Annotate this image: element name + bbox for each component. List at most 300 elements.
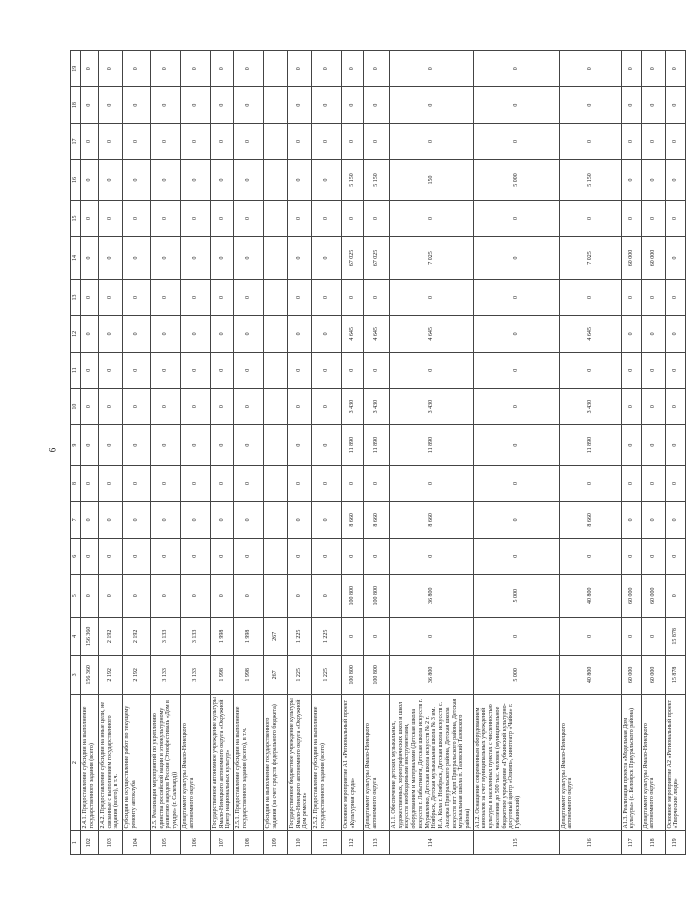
value-cell: 0 — [559, 538, 621, 574]
value-cell — [264, 352, 288, 388]
value-cell: 0 — [364, 352, 390, 388]
value-cell: 0 — [180, 425, 210, 466]
value-cell: 0 — [364, 465, 390, 501]
value-cell: 0 — [81, 316, 99, 352]
value-cell: 0 — [234, 160, 264, 201]
value-cell: 11 890 — [390, 425, 474, 466]
value-cell: 0 — [312, 465, 342, 501]
value-cell: 0 — [288, 574, 312, 617]
value-cell: 0 — [234, 200, 264, 236]
value-cell: 0 — [641, 502, 665, 538]
value-cell: 0 — [99, 279, 123, 315]
value-cell: 0 — [180, 160, 210, 201]
value-cell: 0 — [123, 160, 151, 201]
value-cell: 0 — [99, 502, 123, 538]
value-cell: 156 360 — [81, 617, 99, 655]
value-cell: 0 — [234, 123, 264, 159]
value-cell: 0 — [180, 87, 210, 123]
value-cell: 0 — [288, 200, 312, 236]
value-cell: 0 — [621, 538, 641, 574]
value-cell: 0 — [342, 123, 364, 159]
value-cell: 0 — [210, 538, 233, 574]
header-cell: 7 — [71, 502, 81, 538]
value-cell: 0 — [559, 123, 621, 159]
value-cell: 3 133 — [180, 656, 210, 694]
value-cell: 0 — [312, 425, 342, 466]
row-name-cell: А1.2. Оснащение современным оборудованием кинозалов за счет муниципальных учреждений культуры в населенных пунктах с численностью населения до 500 тыс. человек (муниципальное бюджетное учреждение «Губкинский культурно-досуговый центр «Олимп», кинотеатр «Чайка» г. Губкинский) — [473, 694, 559, 831]
value-cell: 100 800 — [364, 656, 390, 694]
value-cell: 0 — [210, 465, 233, 501]
value-cell: 0 — [210, 237, 233, 280]
value-cell: 0 — [621, 123, 641, 159]
table-row — [473, 51, 559, 855]
table-row — [81, 51, 99, 855]
value-cell: 1 998 — [210, 617, 233, 655]
table-row — [312, 51, 342, 855]
value-cell: 4 645 — [390, 316, 474, 352]
value-cell — [264, 574, 288, 617]
header-cell: 5 — [71, 574, 81, 617]
value-cell: 8 660 — [390, 502, 474, 538]
value-cell: 0 — [641, 123, 665, 159]
value-cell: 0 — [288, 51, 312, 87]
value-cell: 0 — [180, 279, 210, 315]
value-cell: 3 133 — [151, 617, 181, 655]
value-cell: 0 — [99, 123, 123, 159]
table-row — [364, 51, 390, 855]
value-cell: 0 — [473, 538, 559, 574]
table-row — [641, 51, 665, 855]
value-cell: 0 — [288, 425, 312, 466]
row-name-cell: Основное мероприятие А2 «Региональный проект «Творческие люди» — [665, 694, 685, 831]
value-cell: 60 000 — [641, 237, 665, 280]
row-number-cell: 117 — [621, 831, 641, 855]
value-cell: 0 — [288, 502, 312, 538]
value-cell: 0 — [210, 51, 233, 87]
value-cell: 0 — [641, 200, 665, 236]
row-number-cell: 115 — [473, 831, 559, 855]
value-cell: 0 — [123, 425, 151, 466]
value-cell: 0 — [151, 465, 181, 501]
header-cell: 1 — [71, 831, 81, 855]
value-cell: 0 — [390, 123, 474, 159]
value-cell: 2 192 — [123, 617, 151, 655]
value-cell: 0 — [234, 574, 264, 617]
value-cell: 0 — [99, 538, 123, 574]
value-cell: 0 — [234, 352, 264, 388]
value-cell: 0 — [234, 502, 264, 538]
header-cell: 15 — [71, 200, 81, 236]
value-cell: 0 — [559, 279, 621, 315]
value-cell: 0 — [81, 388, 99, 424]
value-cell: 0 — [621, 465, 641, 501]
value-cell: 8 660 — [364, 502, 390, 538]
value-cell: 0 — [665, 425, 685, 466]
header-cell: 17 — [71, 123, 81, 159]
value-cell: 0 — [81, 538, 99, 574]
value-cell: 15 878 — [665, 656, 685, 694]
value-cell: 0 — [151, 388, 181, 424]
value-cell: 0 — [234, 538, 264, 574]
value-cell: 0 — [234, 87, 264, 123]
row-number-cell: 109 — [264, 831, 288, 855]
header-cell: 8 — [71, 465, 81, 501]
row-name-cell: А1.3. Реализация проекта «Модельная Дом культуры» (с. Белоярск Приуральского района) — [621, 694, 641, 831]
value-cell: 36 800 — [390, 656, 474, 694]
value-cell: 100 800 — [364, 574, 390, 617]
value-cell: 0 — [180, 200, 210, 236]
value-cell: 0 — [151, 316, 181, 352]
value-cell: 0 — [312, 352, 342, 388]
value-cell: 0 — [312, 279, 342, 315]
value-cell: 0 — [312, 502, 342, 538]
value-cell: 0 — [123, 352, 151, 388]
value-cell — [264, 316, 288, 352]
table-row — [288, 51, 312, 855]
value-cell: 1 998 — [210, 656, 233, 694]
value-cell: 0 — [99, 160, 123, 201]
row-name-cell: Основное мероприятие А1 «Региональный проект «Культурная среда» — [342, 694, 364, 831]
value-cell — [264, 237, 288, 280]
table-row — [559, 51, 621, 855]
value-cell: 2 192 — [99, 617, 123, 655]
row-number-cell: 113 — [364, 831, 390, 855]
value-cell: 0 — [123, 200, 151, 236]
value-cell: 0 — [288, 123, 312, 159]
value-cell: 0 — [665, 316, 685, 352]
value-cell: 0 — [312, 388, 342, 424]
value-cell: 0 — [312, 87, 342, 123]
row-name-cell: 2.5. Реализация мероприятий по укреплению единства российской нации и этнокультурному развитию народов России (Этнофестиваль «Дом в тундре» (г. Салехард)) — [151, 694, 181, 831]
value-cell: 0 — [621, 502, 641, 538]
value-cell: 0 — [390, 51, 474, 87]
value-cell: 0 — [390, 279, 474, 315]
value-cell: 0 — [312, 316, 342, 352]
value-cell: 0 — [641, 51, 665, 87]
value-cell: 5 000 — [473, 160, 559, 201]
value-cell: 0 — [390, 538, 474, 574]
value-cell: 0 — [473, 617, 559, 655]
value-cell: 0 — [234, 425, 264, 466]
value-cell: 0 — [665, 538, 685, 574]
value-cell: 0 — [99, 316, 123, 352]
value-cell: 0 — [180, 574, 210, 617]
table-row — [621, 51, 641, 855]
row-number-cell: 105 — [151, 831, 181, 855]
value-cell: 0 — [81, 352, 99, 388]
value-cell: 0 — [123, 502, 151, 538]
value-cell: 3 430 — [364, 388, 390, 424]
value-cell: 0 — [342, 279, 364, 315]
value-cell: 0 — [151, 160, 181, 201]
table-container — [70, 50, 680, 855]
value-cell: 0 — [151, 279, 181, 315]
value-cell: 0 — [665, 200, 685, 236]
table-row — [234, 51, 264, 855]
row-number-cell: 102 — [81, 831, 99, 855]
value-cell: 0 — [559, 87, 621, 123]
value-cell: 0 — [81, 160, 99, 201]
value-cell: 0 — [621, 87, 641, 123]
value-cell: 2 192 — [99, 656, 123, 694]
value-cell: 36 800 — [390, 574, 474, 617]
value-cell: 11 890 — [342, 425, 364, 466]
value-cell: 0 — [180, 538, 210, 574]
value-cell: 0 — [473, 316, 559, 352]
value-cell: 0 — [621, 279, 641, 315]
value-cell: 0 — [99, 87, 123, 123]
value-cell: 0 — [99, 465, 123, 501]
value-cell: 0 — [234, 388, 264, 424]
table-row — [342, 51, 364, 855]
row-name-cell: 2.5.2. Предоставление субсидии на выполнение государственного задания (всего) — [312, 694, 342, 831]
value-cell: 0 — [641, 617, 665, 655]
value-cell: 0 — [473, 279, 559, 315]
table-row — [665, 51, 685, 855]
value-cell: 4 645 — [342, 316, 364, 352]
row-number-cell: 118 — [641, 831, 665, 855]
value-cell: 0 — [234, 237, 264, 280]
value-cell: 0 — [473, 51, 559, 87]
value-cell: 0 — [665, 279, 685, 315]
value-cell: 0 — [312, 574, 342, 617]
value-cell: 60 000 — [641, 574, 665, 617]
value-cell: 0 — [180, 123, 210, 159]
value-cell: 0 — [210, 502, 233, 538]
value-cell: 0 — [665, 502, 685, 538]
value-cell: 0 — [288, 388, 312, 424]
value-cell: 1 225 — [288, 617, 312, 655]
header-cell: 10 — [71, 388, 81, 424]
value-cell: 0 — [390, 87, 474, 123]
value-cell: 0 — [81, 425, 99, 466]
value-cell: 0 — [641, 316, 665, 352]
value-cell: 7 025 — [390, 237, 474, 280]
value-cell: 0 — [473, 502, 559, 538]
table-row — [210, 51, 233, 855]
value-cell: 267 — [264, 656, 288, 694]
value-cell: 0 — [473, 465, 559, 501]
value-cell: 0 — [81, 87, 99, 123]
value-cell — [264, 279, 288, 315]
value-cell: 0 — [621, 200, 641, 236]
value-cell: 150 — [390, 160, 474, 201]
row-name-cell: А1.1. Обеспечение детских музыкальных, художественных, хореографических школ и школ искусств необходимыми инструментами, оборудованием и материалами (Детская школа искусств г. Лабытнанги, Детская школа искусств г. Муравленко, Детская школа искусств № 2 г. Ноябрьск, Детская музыкальная школа № 3 им. И.А. Кола г. Ноябрьск, Детская школа искусств с. Аксарка Приуральского района, Детская школа искусств пгт Харп Приуральского района, Детская музыкальная школа п. Тазовский Тазовского района) — [390, 694, 474, 831]
value-cell: 267 — [264, 617, 288, 655]
value-cell: 0 — [123, 388, 151, 424]
value-cell: 0 — [364, 51, 390, 87]
row-number-cell: 104 — [123, 831, 151, 855]
value-cell: 0 — [473, 425, 559, 466]
value-cell: 0 — [99, 352, 123, 388]
value-cell — [264, 87, 288, 123]
value-cell: 3 133 — [180, 617, 210, 655]
value-cell: 3 430 — [559, 388, 621, 424]
value-cell: 60 000 — [621, 656, 641, 694]
value-cell: 0 — [210, 160, 233, 201]
value-cell: 2 192 — [123, 656, 151, 694]
value-cell: 0 — [234, 51, 264, 87]
value-cell: 0 — [180, 237, 210, 280]
value-cell: 0 — [151, 123, 181, 159]
value-cell: 0 — [621, 617, 641, 655]
value-cell: 0 — [288, 352, 312, 388]
value-cell: 60 000 — [641, 656, 665, 694]
value-cell: 0 — [99, 425, 123, 466]
value-cell: 40 800 — [559, 656, 621, 694]
row-name-cell: Департамент культуры Ямало-Ненецкого автономного округа — [641, 694, 665, 831]
value-cell: 0 — [621, 388, 641, 424]
value-cell: 0 — [210, 425, 233, 466]
value-cell: 0 — [473, 237, 559, 280]
value-cell: 67 025 — [342, 237, 364, 280]
row-name-cell: Департамент культуры Ямало-Ненецкого автономного округа — [364, 694, 390, 831]
value-cell: 0 — [210, 200, 233, 236]
value-cell: 0 — [641, 279, 665, 315]
budget-table — [70, 50, 686, 855]
value-cell: 0 — [342, 51, 364, 87]
value-cell: 60 000 — [621, 574, 641, 617]
header-cell: 3 — [71, 656, 81, 694]
row-number-cell: 112 — [342, 831, 364, 855]
table-row — [264, 51, 288, 855]
value-cell: 0 — [621, 425, 641, 466]
value-cell: 0 — [312, 200, 342, 236]
value-cell: 0 — [99, 200, 123, 236]
value-cell: 0 — [180, 388, 210, 424]
value-cell: 0 — [364, 123, 390, 159]
value-cell: 0 — [151, 502, 181, 538]
value-cell — [264, 388, 288, 424]
value-cell — [264, 200, 288, 236]
value-cell: 0 — [123, 123, 151, 159]
value-cell: 0 — [342, 617, 364, 655]
value-cell: 0 — [210, 87, 233, 123]
value-cell: 1 225 — [312, 617, 342, 655]
value-cell: 8 660 — [342, 502, 364, 538]
value-cell: 0 — [473, 123, 559, 159]
value-cell: 0 — [312, 123, 342, 159]
value-cell: 0 — [180, 352, 210, 388]
value-cell — [264, 51, 288, 87]
header-cell: 12 — [71, 316, 81, 352]
row-name-cell: Государственное бюджетное учреждение культуры Ямало-Ненецкого автономного округа «Окружной Дом ремесел» — [288, 694, 312, 831]
value-cell — [264, 160, 288, 201]
table-row — [151, 51, 181, 855]
page-number: 9 — [47, 447, 57, 453]
value-cell: 0 — [342, 538, 364, 574]
value-cell: 0 — [621, 51, 641, 87]
value-cell: 67 025 — [364, 237, 390, 280]
value-cell: 0 — [641, 160, 665, 201]
value-cell: 5 150 — [342, 160, 364, 201]
value-cell: 0 — [641, 388, 665, 424]
table-row — [180, 51, 210, 855]
value-cell: 0 — [665, 465, 685, 501]
value-cell: 11 890 — [364, 425, 390, 466]
value-cell: 0 — [81, 237, 99, 280]
header-cell: 19 — [71, 51, 81, 87]
value-cell: 0 — [390, 465, 474, 501]
value-cell: 0 — [342, 465, 364, 501]
row-number-cell: 116 — [559, 831, 621, 855]
row-name-cell: Субсидия на осуществление работ по текущему ремонту автоклуба — [123, 694, 151, 831]
row-number-cell: 108 — [234, 831, 264, 855]
value-cell: 0 — [210, 388, 233, 424]
value-cell: 1 225 — [312, 656, 342, 694]
value-cell: 0 — [665, 388, 685, 424]
value-cell: 0 — [621, 316, 641, 352]
value-cell: 4 645 — [364, 316, 390, 352]
value-cell: 0 — [123, 574, 151, 617]
value-cell: 0 — [342, 352, 364, 388]
value-cell: 0 — [151, 87, 181, 123]
value-cell: 0 — [288, 279, 312, 315]
value-cell: 0 — [210, 574, 233, 617]
rotated-page — [70, 50, 680, 855]
value-cell: 60 000 — [621, 237, 641, 280]
value-cell — [264, 425, 288, 466]
value-cell: 0 — [81, 123, 99, 159]
value-cell: 5 150 — [364, 160, 390, 201]
value-cell: 0 — [123, 279, 151, 315]
value-cell: 0 — [99, 388, 123, 424]
value-cell: 4 645 — [559, 316, 621, 352]
value-cell: 0 — [123, 316, 151, 352]
value-cell: 0 — [81, 51, 99, 87]
value-cell: 0 — [288, 237, 312, 280]
value-cell: 100 800 — [342, 574, 364, 617]
value-cell — [264, 502, 288, 538]
row-number-cell: 106 — [180, 831, 210, 855]
value-cell: 0 — [123, 87, 151, 123]
value-cell: 0 — [641, 87, 665, 123]
value-cell: 0 — [123, 465, 151, 501]
value-cell: 0 — [390, 352, 474, 388]
value-cell: 0 — [473, 87, 559, 123]
table-row — [99, 51, 123, 855]
value-cell: 0 — [81, 465, 99, 501]
value-cell: 0 — [621, 160, 641, 201]
header-cell: 6 — [71, 538, 81, 574]
value-cell: 0 — [234, 316, 264, 352]
value-cell: 0 — [665, 123, 685, 159]
value-cell: 1 998 — [234, 617, 264, 655]
row-number-cell: 110 — [288, 831, 312, 855]
header-cell: 14 — [71, 237, 81, 280]
row-number-cell: 119 — [665, 831, 685, 855]
value-cell: 0 — [641, 425, 665, 466]
row-number-cell: 107 — [210, 831, 233, 855]
value-cell: 0 — [665, 574, 685, 617]
value-cell: 3 133 — [151, 656, 181, 694]
value-cell: 0 — [312, 160, 342, 201]
value-cell: 0 — [288, 87, 312, 123]
value-cell: 0 — [234, 279, 264, 315]
value-cell: 0 — [559, 200, 621, 236]
header-cell: 9 — [71, 425, 81, 466]
value-cell: 0 — [81, 502, 99, 538]
value-cell: 0 — [180, 465, 210, 501]
value-cell: 0 — [665, 51, 685, 87]
value-cell: 0 — [288, 160, 312, 201]
value-cell: 5 000 — [473, 574, 559, 617]
value-cell: 0 — [123, 538, 151, 574]
value-cell: 1 998 — [234, 656, 264, 694]
value-cell — [264, 538, 288, 574]
value-cell: 0 — [621, 352, 641, 388]
value-cell: 100 800 — [342, 656, 364, 694]
